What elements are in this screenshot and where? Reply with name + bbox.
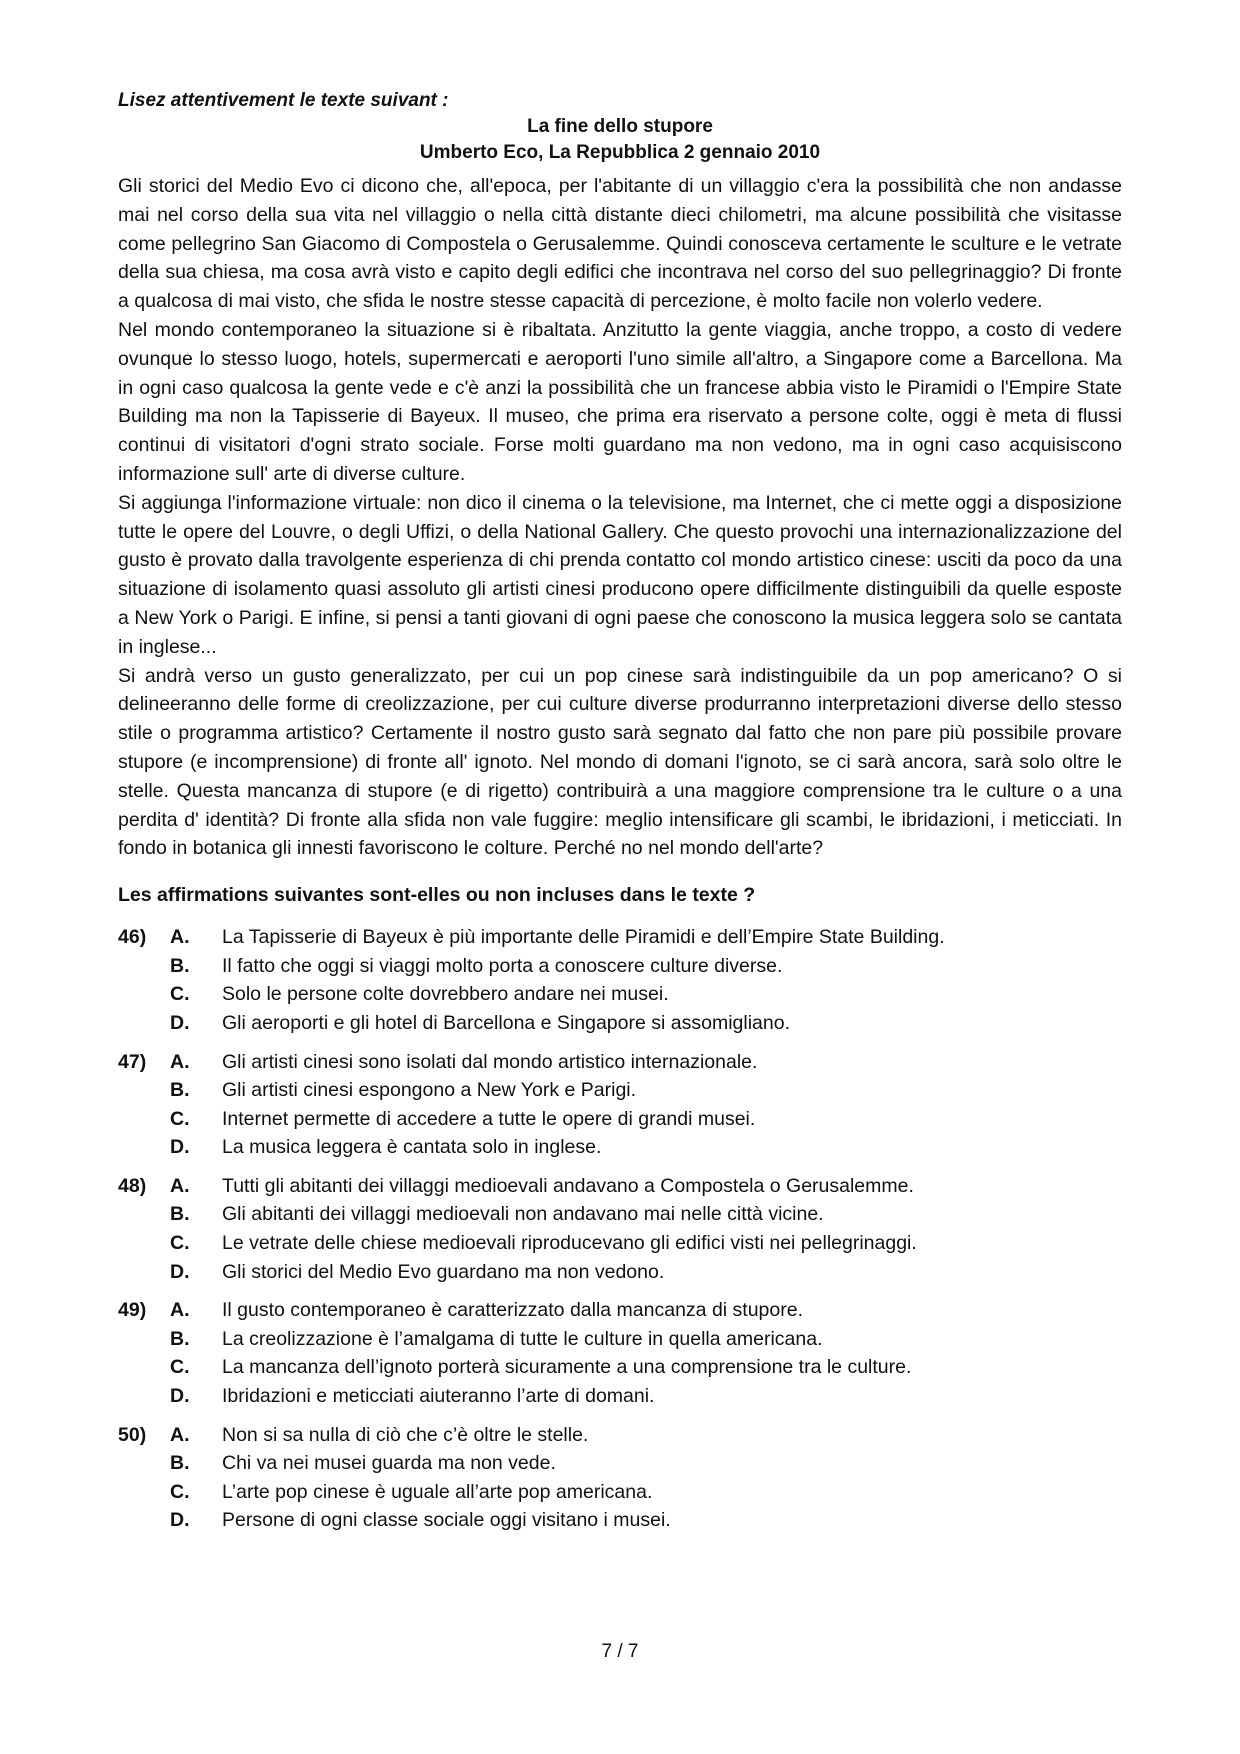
page-number: 7 / 7 [601, 1641, 639, 1662]
question-number: 49) [118, 1299, 147, 1322]
question-number: 46) [118, 926, 147, 949]
option-letter: D. [170, 1011, 190, 1034]
option-letter: B. [170, 1452, 190, 1475]
question-number: 48) [118, 1174, 147, 1197]
option-text: La mancanza dell’ignoto porterà sicuramente a una comprensione tra le culture. [222, 1356, 912, 1379]
option-letter: B. [170, 1203, 190, 1226]
document-page [118, 88, 1122, 1545]
option-letter: C. [170, 1107, 190, 1130]
passage-paragraph: Si andrà verso un gusto generalizzato, per cui un pop cinese sarà indistinguibile da un pop americano? O si delineeranno delle forme di creolizzazione, per cui culture diverse produrranno interpretazioni diverse dello stesso stile o programma artistico? Certamente il nostro gusto sarà segnato dal fatto che non pare più possibile provare stupore (e incomprensione) di fronte all' ignoto. Nel mondo di domani l'ignoto, se ci sarà ancora, sarà solo oltre le stelle. Questa mancanza di stupore (e di rigetto) contribuirà a una maggiore comprensione tra le culture o a una perdita d' identità? Di fronte alla sfida non vale fuggire: meglio intensificare gli scambi, le ibridazioni, i meticciati. In fondo in botanica gli innesti favoriscono le colture. Perché no nel mondo dell'arte? [118, 664, 1122, 860]
question-option [118, 1105, 1122, 1134]
question-47 [118, 1048, 1122, 1162]
option-text: La creolizzazione è l’amalgama di tutte le culture in quella americana. [222, 1327, 823, 1350]
option-text: La Tapisserie di Bayeux è più importante delle Piramidi e dell’Empire State Building. [222, 926, 945, 949]
question-option [118, 1009, 1122, 1038]
option-letter: A. [170, 1423, 190, 1446]
option-letter: A. [170, 1050, 190, 1073]
option-letter: A. [170, 926, 190, 949]
option-letter: D. [170, 1260, 190, 1283]
question-option [118, 1258, 1122, 1287]
option-text: Gli storici del Medio Evo guardano ma non vedono. [222, 1260, 665, 1283]
option-text: Solo le persone colte dovrebbero andare nei musei. [222, 983, 669, 1006]
option-text: Non si sa nulla di ciò che c’è oltre le stelle. [222, 1423, 589, 1446]
question-number: 50) [118, 1423, 147, 1446]
article-title: La fine dello stupore [527, 116, 713, 137]
option-text: Gli artisti cinesi espongono a New York e Parigi. [222, 1079, 637, 1102]
option-letter: C. [170, 1232, 190, 1255]
option-text: Il fatto che oggi si viaggi molto porta a conoscere culture diverse. [222, 954, 783, 977]
question-option [118, 1353, 1122, 1382]
option-letter: D. [170, 1136, 190, 1159]
option-text: Ibridazioni e meticciati aiuteranno l’arte di domani. [222, 1385, 655, 1408]
option-letter: B. [170, 1079, 190, 1102]
option-letter: D. [170, 1509, 190, 1532]
option-text: Internet permette di accedere a tutte le opere di grandi musei. [222, 1107, 756, 1130]
option-text: Le vetrate delle chiese medioevali riproducevano gli edifici visti nei pellegrinaggi. [222, 1232, 917, 1255]
question-option [118, 923, 1122, 952]
option-text: Persone di ogni classe sociale oggi visitano i musei. [222, 1509, 671, 1532]
question-option [118, 1048, 1122, 1077]
question-option [118, 1133, 1122, 1162]
option-text: Tutti gli abitanti dei villaggi medioevali andavano a Compostela o Gerusalemme. [222, 1174, 914, 1197]
question-49 [118, 1296, 1122, 1410]
option-text: Il gusto contemporaneo è caratterizzato dalla mancanza di stupore. [222, 1299, 804, 1322]
question-option [118, 1076, 1122, 1105]
option-letter: D. [170, 1385, 190, 1408]
question-option [118, 1421, 1122, 1450]
question-option [118, 1449, 1122, 1478]
option-letter: A. [170, 1299, 190, 1322]
option-text: L’arte pop cinese è uguale all’arte pop americana. [222, 1480, 653, 1503]
question-option [118, 952, 1122, 981]
question-number: 47) [118, 1050, 147, 1073]
questions-heading: Les affirmations suivantes sont-elles ou non incluses dans le texte ? [118, 884, 756, 907]
passage-paragraph: Si aggiunga l'informazione virtuale: non dico il cinema o la televisione, ma Internet, che ci mette oggi a disposizione tutte le opere del Louvre, o degli Uffizi, o della National Gallery. Che questo provochi una internazionalizzazione del gusto è provato dalla travolgente esperienza di chi prenda contatto col mondo artistico cinese: usciti da poco da una situazione di isolamento quasi assoluto gli artisti cinesi producono opere difficilmente distinguibili da quelle esposte a New York o Parigi. E infine, si pensi a tanti giovani di ogni paese che conoscono la musica leggera solo se cantata in inglese... [118, 491, 1122, 658]
option-letter: C. [170, 1356, 190, 1379]
reading-passage [118, 172, 1122, 863]
option-letter: C. [170, 983, 190, 1006]
question-option [118, 1296, 1122, 1325]
article-header [118, 114, 1122, 166]
question-option [118, 1229, 1122, 1258]
question-option [118, 1506, 1122, 1535]
option-letter: B. [170, 954, 190, 977]
option-letter: C. [170, 1480, 190, 1503]
question-option [118, 1172, 1122, 1201]
question-option [118, 1200, 1122, 1229]
question-48 [118, 1172, 1122, 1286]
article-source: Umberto Eco, La Repubblica 2 gennaio 2010 [419, 142, 821, 163]
option-text: Gli aeroporti e gli hotel di Barcellona e Singapore si assomigliano. [222, 1011, 790, 1034]
option-letter: A. [170, 1174, 190, 1197]
instruction-text: Lisez attentivement le texte suivant : [118, 90, 449, 111]
passage-paragraph: Gli storici del Medio Evo ci dicono che, all'epoca, per l'abitante di un villaggio c'era la possibilità che non andasse mai nel corso della sua vita nel villaggio o nella città distante dieci chilometri, ma alcune possibilità che visitasse come pellegrino San Giacomo di Compostela o Gerusalemme. Quindi conosceva certamente le sculture e le vetrate della sua chiesa, ma cosa avrà visto e capito degli edifici che incontrava nel corso del suo pellegrinaggio? Di fronte a qualcosa di mai visto, che sfida le nostre stesse capacità di percezione, è molto facile non volerlo vedere. [118, 175, 1122, 313]
option-text: Gli abitanti dei villaggi medioevali non andavano mai nelle città vicine. [222, 1203, 824, 1226]
option-letter: B. [170, 1327, 190, 1350]
option-text: Chi va nei musei guarda ma non vede. [222, 1452, 556, 1475]
question-option [118, 980, 1122, 1009]
question-option [118, 1325, 1122, 1354]
question-46 [118, 923, 1122, 1037]
passage-paragraph: Nel mondo contemporaneo la situazione si è ribaltata. Anzitutto la gente viaggia, anche troppo, a costo di vedere ovunque lo stesso luogo, hotels, supermercati e aeroporti l'uno simile all'altro, a Singapore come a Barcellona. Ma in ogni caso qualcosa la gente vede e c'è anzi la possibilità che un francese abbia visto le Piramidi o l'Empire State Building ma non la Tapisserie di Bayeux. Il museo, che prima era riservato a persone colte, oggi è meta di flussi continui di visitatori d'ogni strato sociale. Forse molti guardano ma non vedono, ma in ogni caso acquisiscono informazione sull' arte di diverse culture. [118, 318, 1122, 485]
option-text: La musica leggera è cantata solo in inglese. [222, 1136, 602, 1159]
option-text: Gli artisti cinesi sono isolati dal mondo artistico internazionale. [222, 1050, 758, 1073]
question-option [118, 1382, 1122, 1411]
question-option [118, 1478, 1122, 1507]
question-50 [118, 1421, 1122, 1535]
